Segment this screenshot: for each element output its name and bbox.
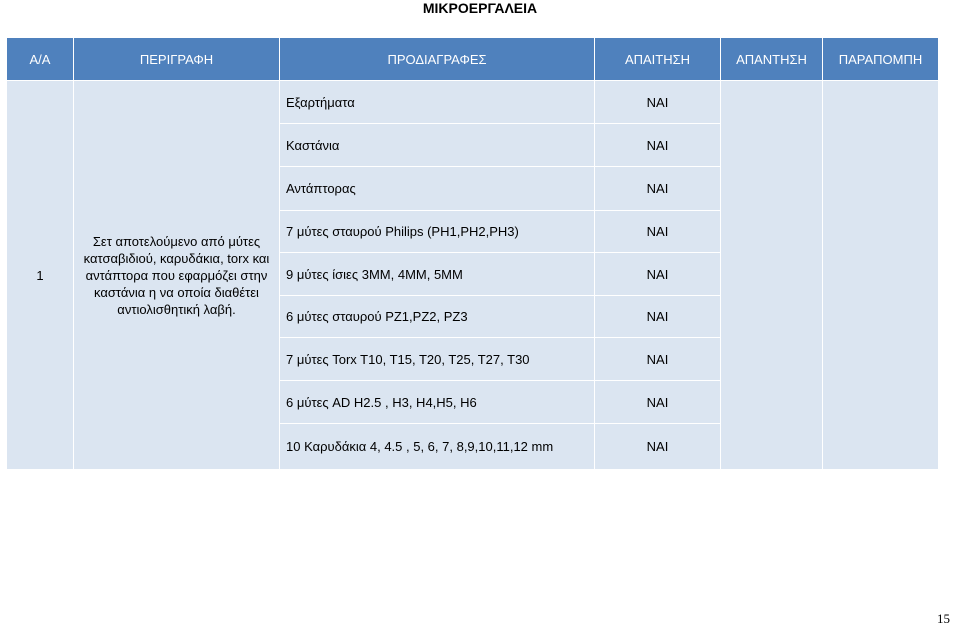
answer-cell: [721, 81, 823, 470]
item-number: 1: [7, 81, 74, 470]
spec-cell: Καστάνια: [280, 124, 595, 167]
requirement-cell: ΝΑΙ: [595, 424, 721, 470]
header-specs: ΠΡΟΔΙΑΓΡΑΦΕΣ: [280, 38, 595, 81]
requirement-cell: ΝΑΙ: [595, 124, 721, 167]
spec-cell: 10 Καρυδάκια 4, 4.5 , 5, 6, 7, 8,9,10,11,12 mm: [280, 424, 595, 470]
table-row: [7, 81, 939, 124]
spec-table: [6, 37, 939, 470]
item-description: Σετ αποτελούμενο από μύτες κατσαβιδιού, καρυδάκια, torx και αντάπτορα που εφαρμόζει στην καστάνια η να οποία διαθέτει αντιολισθητική λαβή.: [74, 81, 280, 470]
header-answer: ΑΠΑΝΤΗΣΗ: [721, 38, 823, 81]
header-description: ΠΕΡΙΓΡΑΦΗ: [74, 38, 280, 81]
spec-cell: Αντάπτορας: [280, 167, 595, 211]
header-reference: ΠΑΡΑΠΟΜΠΗ: [823, 38, 939, 81]
requirement-cell: ΝΑΙ: [595, 381, 721, 424]
reference-cell: [823, 81, 939, 470]
requirement-cell: ΝΑΙ: [595, 253, 721, 296]
spec-cell: 6 μύτες σταυρού PZ1,PZ2, PZ3: [280, 296, 595, 338]
page-number: 15: [937, 611, 950, 626]
spec-cell: 7 μύτες Torx T10, T15, T20, T25, T27, T30: [280, 338, 595, 381]
table-header-row: [7, 38, 939, 81]
spec-cell: 6 μύτες AD H2.5 , H3, H4,H5, H6: [280, 381, 595, 424]
spec-cell: Εξαρτήματα: [280, 81, 595, 124]
requirement-cell: ΝΑΙ: [595, 338, 721, 381]
page-title: ΜΙΚΡΟΕΡΓΑΛΕΙΑ: [422, 0, 538, 16]
requirement-cell: ΝΑΙ: [595, 211, 721, 253]
requirement-cell: ΝΑΙ: [595, 81, 721, 124]
requirement-cell: ΝΑΙ: [595, 296, 721, 338]
spec-cell: 9 μύτες ίσιες 3MM, 4MM, 5MM: [280, 253, 595, 296]
spec-cell: 7 μύτες σταυρού Philips (PH1,PH2,PH3): [280, 211, 595, 253]
header-requirement: ΑΠΑΙΤΗΣΗ: [595, 38, 721, 81]
header-aa: Α/Α: [7, 38, 74, 81]
requirement-cell: ΝΑΙ: [595, 167, 721, 211]
